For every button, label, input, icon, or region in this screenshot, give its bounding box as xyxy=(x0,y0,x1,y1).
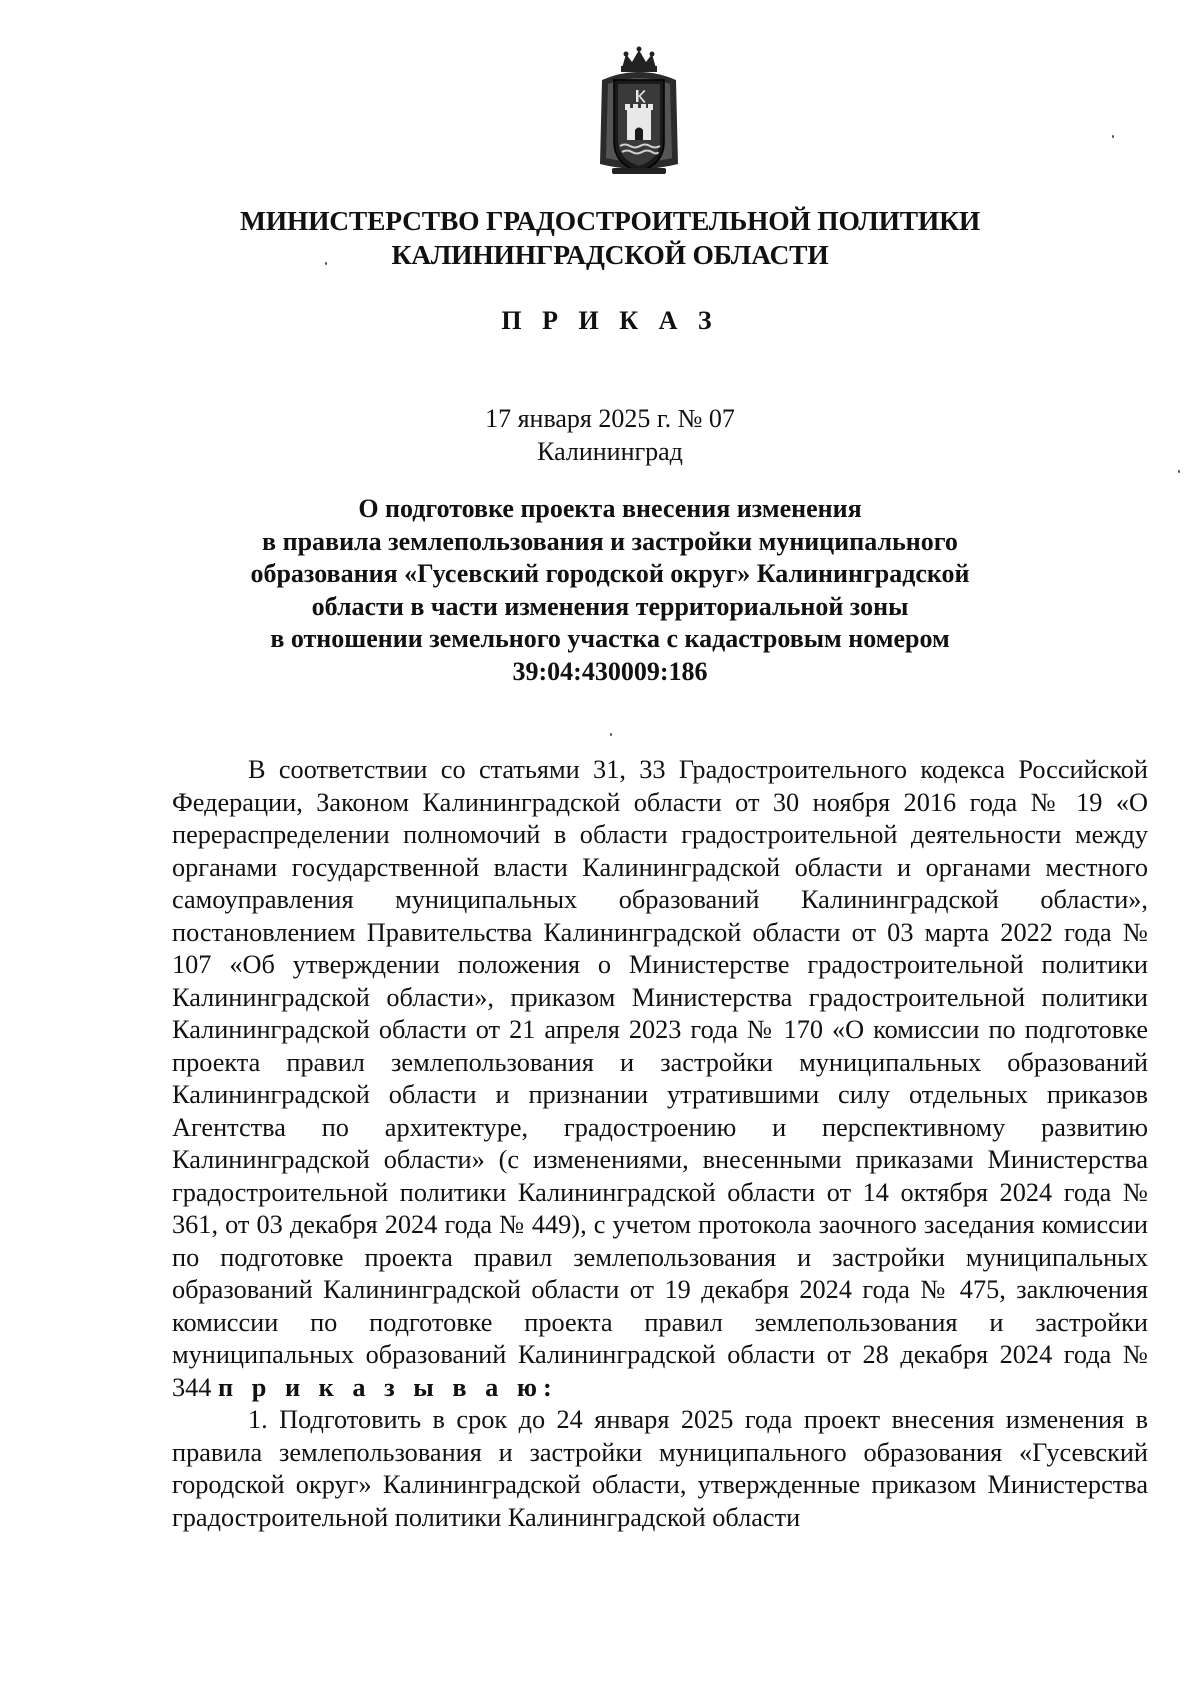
subject-line: в правила землепользования и застройки муниципального xyxy=(262,526,958,556)
order-word: п р и к а з ы в а ю: xyxy=(218,1372,558,1402)
ministry-name xyxy=(180,204,1040,272)
date-and-place xyxy=(320,402,900,468)
preamble-paragraph xyxy=(172,754,1148,1404)
subject-line: 39:04:430009:186 xyxy=(512,656,708,686)
subject-line: образования «Гусевский городской округ» Калининградской xyxy=(250,559,970,589)
ministry-name-line2: КАЛИНИНГРАДСКОЙ ОБЛАСТИ xyxy=(391,239,829,270)
subject-line: области в части изменения территориальной зоны xyxy=(311,591,909,621)
city: Калининград xyxy=(537,437,683,466)
scan-speck xyxy=(610,733,612,736)
item-1-paragraph: 1. Подготовить в срок до 24 января 2025 года проект внесения изменения в правила землепользования и застройки муниципального образования «Гусевский городской округ» Калининградской области, утвержденные приказом Министерства градостроительной политики Калининградской области xyxy=(172,1405,1148,1532)
subject-line: в отношении земельного участка с кадастровым номером xyxy=(270,624,950,654)
coat-of-arms-emblem xyxy=(592,46,686,182)
document-body xyxy=(172,754,1148,1534)
date-number: 17 января 2025 г. № 07 xyxy=(485,404,735,433)
scan-speck xyxy=(325,262,327,265)
document-type: П Р И К А З xyxy=(501,306,719,335)
preamble-text: В соответствии со статьями 31, 33 Градостроительного кодекса Российской Федерации, Законом Калининградской области от 30 ноября 2016 года № 19 «О перераспределении полномочий в области градостроительной деятельности между органами государственной власти Калининградской области и органами местного самоуправления муниципальных образований Калининградской области», постановлением Правительства Калининградской области от 03 марта 2022 года № 107 «Об утверждении положения о Министерстве градостроительной политики Калининградской области», приказом Министерства градостроительной политики Калининградской области от 21 апреля 2023 года № 170 «О комиссии по подготовке проекта правил землепользования и застройки муниципальных образований Калининградской области и признании утратившими силу отдельных приказов Агентства по архитектуре, градостроению и перспективному развитию Калининградской области» (с изменениями, внесенными приказами Министерства градостроительной политики Калининградской области от 14 октября 2024 года № 361, от 03 декабря 2024 года № 449), с учетом протокола заочного заседания комиссии по подготовке проекта правил землепользования и застройки муниципальных образований Калининградской области от 19 декабря 2024 года № 475, заключения комиссии по подготовке проекта правил землепользования и застройки муниципальных образований Калининградской области от 28 декабря 2024 года № 344 xyxy=(172,755,1148,1402)
document-subject xyxy=(220,493,1000,689)
ministry-name-line1: МИНИСТЕРСТВО ГРАДОСТРОИТЕЛЬНОЙ ПОЛИТИКИ xyxy=(239,205,981,236)
scan-speck xyxy=(1112,135,1114,138)
subject-line: О подготовке проекта внесения изменения xyxy=(358,494,862,523)
scan-speck xyxy=(1178,470,1180,473)
